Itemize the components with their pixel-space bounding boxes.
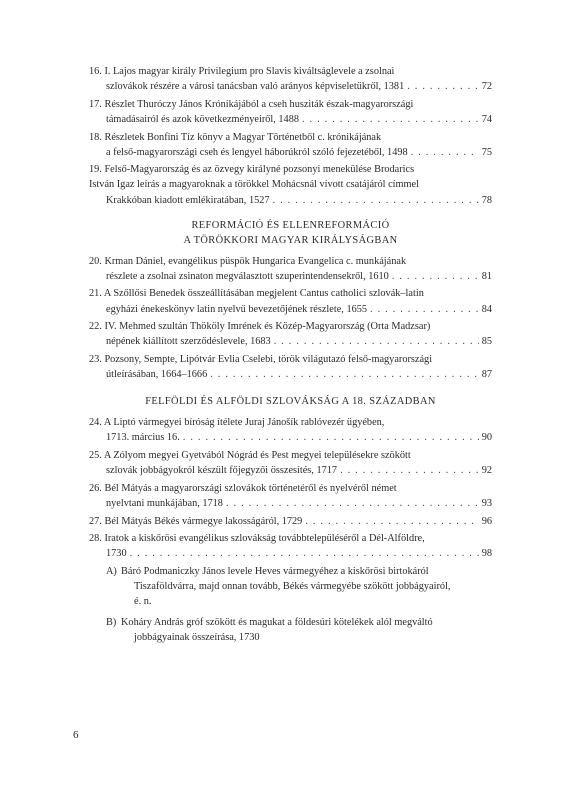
- toc-entry: [89, 254, 492, 284]
- toc-entry-text: 27. Bél Mátyás Békés vármegye lakosságáról, 1729: [89, 515, 303, 527]
- toc-page-number: 72: [481, 81, 492, 93]
- toc-entry-line: 28. Iratok a kiskőrösi evangélikus szlovákság továbbtelepüléséről a Dél-Alföldre,: [89, 533, 425, 545]
- toc-entry-leader-line: [89, 145, 492, 160]
- subentry-line: jobbágyainak összeírása, 1730: [134, 632, 260, 644]
- toc-page-number: 74: [481, 113, 492, 125]
- subentry-line: Báró Podmaniczky János levele Heves vármegyéhez a kiskőrösi birtokáról: [121, 565, 429, 577]
- toc-group-18th-century: [89, 415, 492, 561]
- toc-entry: [89, 319, 492, 349]
- toc-entry-line: 17. Részlet Thuróczy János Krónikájából a cseh husziták észak-magyarországi: [89, 98, 414, 110]
- section-heading-18th-century: [89, 394, 492, 409]
- toc-entry-line: 21. A Szőllősi Benedek összeállításában megjelent Cantus catholici szlovák–latin: [89, 288, 424, 300]
- toc-page-number: 96: [481, 515, 492, 527]
- toc-entry: [89, 481, 492, 511]
- toc-page-number: 92: [481, 465, 492, 477]
- dot-leader: [226, 496, 479, 511]
- toc-entry: [89, 130, 492, 160]
- toc-entry-leader-line: [89, 302, 492, 317]
- dot-leader: [407, 79, 478, 94]
- dot-leader: [210, 367, 478, 382]
- subentry-line: Tiszaföldvárra, majd onnan tovább, Békés vármegyébe szökött jobbágyairól,: [134, 581, 451, 593]
- toc-entry-text: támadásairól és azok következményeiről, 1488: [106, 113, 299, 125]
- toc-entry-text: egyházi énekeskönyv latin nyelvű bevezetőjének részlete, 1655: [106, 303, 368, 315]
- toc-entry-text: 1730: [106, 548, 127, 560]
- subentry-letter: A): [106, 565, 117, 577]
- toc-entry: [89, 97, 492, 127]
- subentry-letter: B): [106, 617, 117, 629]
- dot-leader: [340, 463, 479, 478]
- toc-entry-leader-line: [89, 367, 492, 382]
- toc-entry-line: 23. Pozsony, Sempte, Lipótvár Evlia Cselebi, török világutazó felső-magyarországi: [89, 353, 433, 365]
- toc-entry: [89, 352, 492, 382]
- dot-leader: [302, 112, 479, 127]
- toc-entry-text: részlete a zsolnai zsinaton megválasztott szuperintendensekről, 1610: [106, 270, 389, 282]
- toc-entry-leader-line: [89, 193, 492, 208]
- subentry-line: Koháry András gróf szökött és magukat a földesúri kötelékek alól megváltó: [121, 617, 433, 629]
- toc-entry-leader-line: [89, 430, 492, 445]
- toc-page-number: 75: [481, 146, 492, 158]
- toc-entry-leader-line: [89, 496, 492, 511]
- section-heading-line: A TÖRÖKKORI MAGYAR KIRÁLYSÁGBAN: [183, 234, 398, 246]
- section-heading-reformation: [89, 218, 492, 248]
- toc-page-number: 81: [481, 270, 492, 282]
- toc-entry: [89, 64, 492, 94]
- toc-entry-line: 25. A Zólyom megyei Gyetvából Nógrád és Pest megyei településekre szökött: [89, 449, 411, 461]
- toc-page-number: 93: [481, 497, 492, 509]
- toc-page-number: 90: [481, 432, 492, 444]
- toc-entry-line: 24. A Liptó vármegyei bíróság ítélete Juraj Jánošík rablóvezér ügyében,: [89, 417, 385, 429]
- dot-leader: [183, 430, 479, 445]
- toc-page-number: 84: [481, 303, 492, 315]
- toc-entry-text: Krakkóban kiadott emlékiratában, 1527: [106, 194, 270, 206]
- toc-entry-line: 22. IV. Mehmed szultán Thököly Imrének és Közép-Magyarország (Orta Madzsar): [89, 321, 431, 333]
- toc-entry-leader-line: [89, 79, 492, 94]
- dot-leader: [392, 269, 479, 284]
- toc-page-number: 85: [481, 336, 492, 348]
- toc-entry-leader-line: [89, 514, 492, 529]
- toc-entry: [89, 286, 492, 316]
- toc-entry-leader-line: [89, 334, 492, 349]
- toc-subentry-a: [89, 564, 492, 609]
- toc-entry-line: István Igaz leírás a magyaroknak a törökkel Mohácsnál vívott csatájáról címmel: [89, 179, 419, 191]
- toc-entry-line: 20. Krman Dániel, evangélikus püspök Hungarica Evangelica c. munkájának: [89, 255, 407, 267]
- page-number: 6: [73, 729, 79, 741]
- table-of-contents: [89, 64, 492, 648]
- toc-page-number: 78: [481, 194, 492, 206]
- toc-group-reformation: [89, 254, 492, 383]
- toc-entry-leader-line: [89, 546, 492, 561]
- toc-entry: [89, 448, 492, 478]
- toc-entry-text: népének kiállított szerződéslevele, 1683: [106, 336, 271, 348]
- subentry-line: é. n.: [134, 596, 152, 608]
- toc-entry-text: szlovák jobbágyokról készült főjegyzői összesítés, 1717: [106, 465, 338, 477]
- toc-subentry-b: [89, 615, 492, 645]
- toc-entry-text: nyelvtani munkájában, 1718: [106, 497, 223, 509]
- section-heading-line: REFORMÁCIÓ ÉS ELLENREFORMÁCIÓ: [191, 219, 390, 231]
- toc-page-number: 87: [481, 369, 492, 381]
- toc-entry-leader-line: [89, 112, 492, 127]
- toc-entry-text: szlovákok részére a városi tanácsban való arányos képviseletükről, 1381: [106, 81, 405, 93]
- dot-leader: [411, 145, 479, 160]
- toc-entry: [89, 514, 492, 529]
- toc-page-number: 98: [481, 548, 492, 560]
- toc-entry-leader-line: [89, 269, 492, 284]
- toc-entry-line: 19. Felső-Magyarország és az özvegy királyné pozsonyi menekülése Brodarics: [89, 164, 415, 176]
- toc-entry: [89, 531, 492, 561]
- dot-leader: [305, 514, 478, 529]
- toc-entry-text: a felső-magyarországi cseh és lengyel háborúkról szóló fejezetéből, 1498: [106, 146, 408, 158]
- dot-leader: [274, 334, 479, 349]
- toc-entry-line: 16. I. Lajos magyar király Privilegium pro Slavis kiváltságlevele a zsolnai: [89, 66, 395, 77]
- toc-entry: [89, 162, 492, 207]
- toc-entry: [89, 415, 492, 445]
- toc-entry-text: 1713. március 16.: [106, 432, 180, 444]
- dot-leader: [273, 193, 479, 208]
- toc-group-medieval: [89, 64, 492, 208]
- toc-entry-leader-line: [89, 463, 492, 478]
- toc-entry-line: 18. Részletek Bonfini Tíz könyv a Magyar Történetből c. krónikájának: [89, 131, 382, 143]
- toc-entry-text: útleírásában, 1664–1666: [106, 369, 208, 381]
- section-heading-line: FELFÖLDI ÉS ALFÖLDI SZLOVÁKSÁG A 18. SZÁZADBAN: [145, 396, 436, 408]
- dot-leader: [130, 546, 479, 561]
- toc-entry-line: 26. Bél Mátyás a magyarországi szlovákok történetéről és nyelvéről német: [89, 482, 397, 494]
- dot-leader: [370, 302, 479, 317]
